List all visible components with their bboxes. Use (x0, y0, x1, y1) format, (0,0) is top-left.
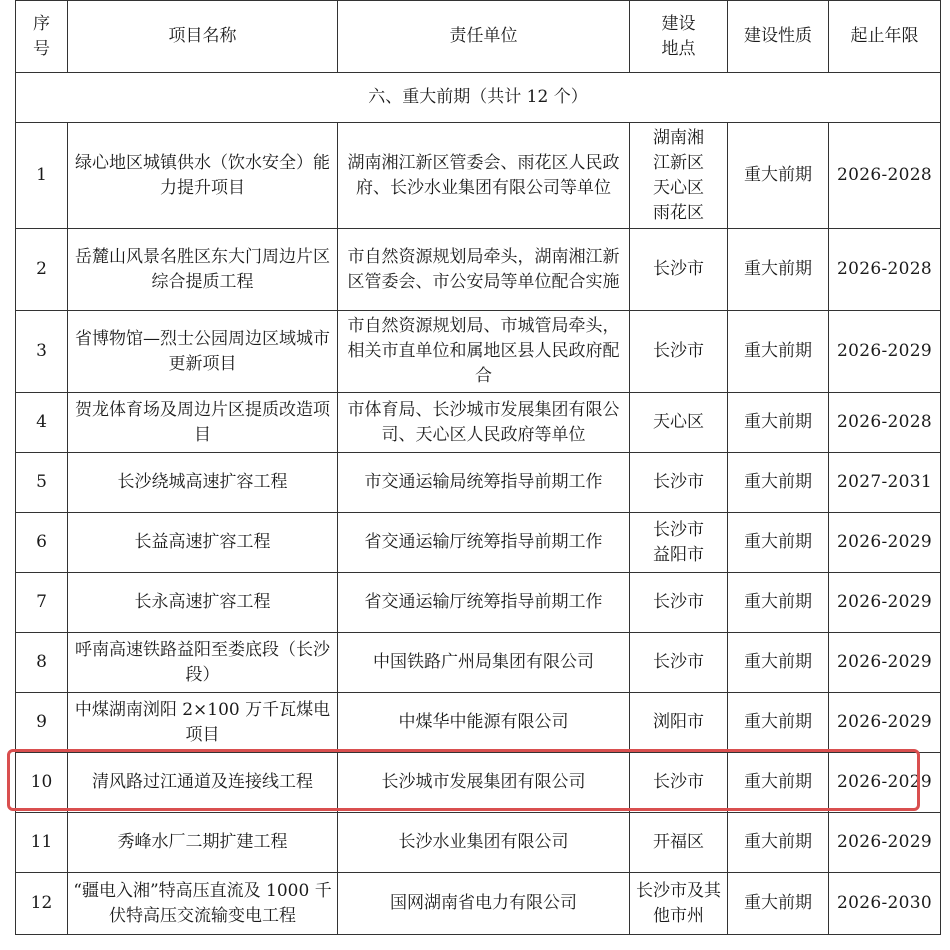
row-unit: 中国铁路广州局集团有限公司 (338, 633, 630, 693)
table-row (16, 693, 941, 753)
row-seq: 2 (16, 229, 68, 311)
row-location: 长沙市 (630, 753, 728, 813)
row-years: 2026-2029 (829, 513, 941, 573)
row-seq: 6 (16, 513, 68, 573)
row-unit: 市交通运输局统筹指导前期工作 (338, 453, 630, 513)
row-name: 长沙绕城高速扩容工程 (68, 453, 338, 513)
row-location: 湖南湘江新区天心区雨花区 (630, 123, 728, 229)
row-unit: 市体育局、长沙城市发展集团有限公司、天心区人民政府等单位 (338, 393, 630, 453)
header-location: 建设地点 (630, 1, 728, 73)
row-years: 2026-2028 (829, 123, 941, 229)
row-location: 长沙市 (630, 229, 728, 311)
row-unit: 中煤华中能源有限公司 (338, 693, 630, 753)
row-years: 2026-2029 (829, 573, 941, 633)
row-years: 2026-2029 (829, 693, 941, 753)
row-years: 2026-2028 (829, 393, 941, 453)
row-nature: 重大前期 (728, 693, 829, 753)
row-seq: 3 (16, 311, 68, 393)
header-nature: 建设性质 (728, 1, 829, 73)
row-name: 绿心地区城镇供水（饮水安全）能力提升项目 (68, 123, 338, 229)
row-seq: 10 (16, 753, 68, 813)
row-seq: 9 (16, 693, 68, 753)
row-nature: 重大前期 (728, 813, 829, 873)
table-row (16, 123, 941, 229)
header-seq: 序号 (16, 1, 68, 73)
row-name: 贺龙体育场及周边片区提质改造项目 (68, 393, 338, 453)
row-years: 2026-2029 (829, 813, 941, 873)
table-row (16, 229, 941, 311)
row-name: 呼南高速铁路益阳至娄底段（长沙段） (68, 633, 338, 693)
table-row (16, 573, 941, 633)
row-name: 清风路过江通道及连接线工程 (68, 753, 338, 813)
row-years: 2026-2030 (829, 873, 941, 935)
row-unit: 长沙水业集团有限公司 (338, 813, 630, 873)
row-name: 中煤湖南浏阳 2×100 万千瓦煤电项目 (68, 693, 338, 753)
row-unit: 市自然资源规划局、市城管局牵头，相关市直单位和属地区县人民政府配合 (338, 311, 630, 393)
row-location: 天心区 (630, 393, 728, 453)
row-seq: 12 (16, 873, 68, 935)
row-location: 长沙市 (630, 573, 728, 633)
section-title: 六、重大前期（共计 12 个） (16, 73, 941, 123)
table-row-highlighted (16, 753, 941, 813)
table-row (16, 393, 941, 453)
row-years: 2026-2029 (829, 753, 941, 813)
row-name: 岳麓山风景名胜区东大门周边片区综合提质工程 (68, 229, 338, 311)
row-nature: 重大前期 (728, 393, 829, 453)
table-row (16, 513, 941, 573)
row-seq: 5 (16, 453, 68, 513)
row-nature: 重大前期 (728, 229, 829, 311)
header-row (16, 1, 941, 73)
row-name: 长永高速扩容工程 (68, 573, 338, 633)
row-location: 长沙市 (630, 311, 728, 393)
row-name: 省博物馆—烈士公园周边区域城市更新项目 (68, 311, 338, 393)
row-nature: 重大前期 (728, 573, 829, 633)
row-location: 长沙市 (630, 633, 728, 693)
row-seq: 11 (16, 813, 68, 873)
row-nature: 重大前期 (728, 453, 829, 513)
row-unit: 市自然资源规划局牵头，湖南湘江新区管委会、市公安局等单位配合实施 (338, 229, 630, 311)
table-row (16, 633, 941, 693)
row-seq: 8 (16, 633, 68, 693)
table-row (16, 453, 941, 513)
row-unit: 省交通运输厅统筹指导前期工作 (338, 513, 630, 573)
table-row (16, 873, 941, 935)
row-years: 2026-2029 (829, 311, 941, 393)
row-unit: 长沙城市发展集团有限公司 (338, 753, 630, 813)
row-nature: 重大前期 (728, 753, 829, 813)
row-name: “疆电入湘”特高压直流及 1000 千伏特高压交流输变电工程 (68, 873, 338, 935)
row-nature: 重大前期 (728, 123, 829, 229)
row-seq: 4 (16, 393, 68, 453)
row-seq: 7 (16, 573, 68, 633)
row-unit: 省交通运输厅统筹指导前期工作 (338, 573, 630, 633)
row-unit: 湖南湘江新区管委会、雨花区人民政府、长沙水业集团有限公司等单位 (338, 123, 630, 229)
table-row (16, 813, 941, 873)
row-nature: 重大前期 (728, 873, 829, 935)
row-years: 2027-2031 (829, 453, 941, 513)
header-name: 项目名称 (68, 1, 338, 73)
row-name: 长益高速扩容工程 (68, 513, 338, 573)
row-nature: 重大前期 (728, 311, 829, 393)
row-years: 2026-2028 (829, 229, 941, 311)
row-nature: 重大前期 (728, 633, 829, 693)
row-years: 2026-2029 (829, 633, 941, 693)
row-location: 长沙市 (630, 453, 728, 513)
row-unit: 国网湖南省电力有限公司 (338, 873, 630, 935)
row-name: 秀峰水厂二期扩建工程 (68, 813, 338, 873)
row-location: 长沙市益阳市 (630, 513, 728, 573)
table-row (16, 311, 941, 393)
row-location: 浏阳市 (630, 693, 728, 753)
row-location: 长沙市及其他市州 (630, 873, 728, 935)
project-table (15, 0, 941, 935)
row-nature: 重大前期 (728, 513, 829, 573)
header-unit: 责任单位 (338, 1, 630, 73)
section-row (16, 73, 941, 123)
row-seq: 1 (16, 123, 68, 229)
row-location: 开福区 (630, 813, 728, 873)
header-years: 起止年限 (829, 1, 941, 73)
